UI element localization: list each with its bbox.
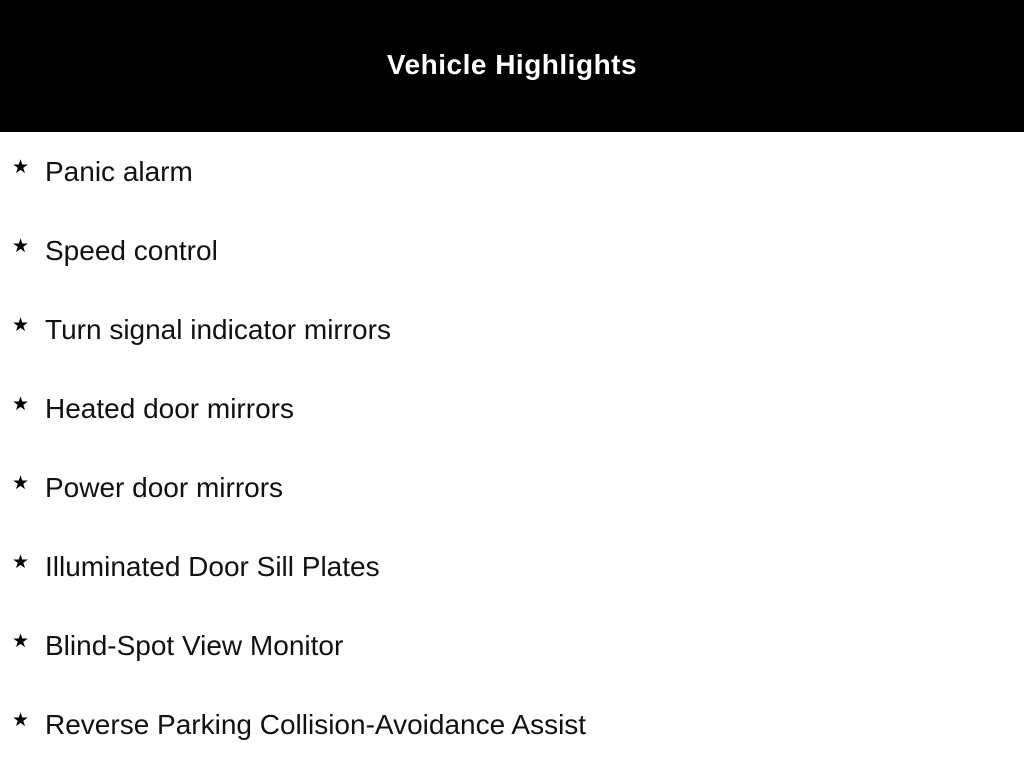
list-item (0, 132, 1024, 211)
header-bar (0, 0, 1024, 132)
highlight-label: Speed control (45, 235, 218, 266)
star-icon: ★ (12, 235, 30, 257)
list-item (0, 369, 1024, 448)
highlight-label: Panic alarm (45, 156, 193, 187)
star-icon: ★ (12, 630, 30, 652)
highlight-label: Illuminated Door Sill Plates (45, 551, 380, 582)
highlight-label: Blind-Spot View Monitor (45, 630, 344, 661)
star-icon: ★ (12, 472, 30, 494)
star-icon: ★ (12, 314, 30, 336)
list-item (0, 527, 1024, 606)
highlights-list (0, 132, 1024, 764)
list-item (0, 290, 1024, 369)
list-item (0, 606, 1024, 685)
star-icon: ★ (12, 393, 30, 415)
list-item (0, 211, 1024, 290)
star-icon: ★ (12, 709, 30, 731)
highlight-label: Reverse Parking Collision-Avoidance Assist (45, 709, 587, 740)
highlight-label: Heated door mirrors (45, 393, 294, 424)
highlight-label: Power door mirrors (45, 472, 284, 503)
highlight-label: Turn signal indicator mirrors (45, 314, 391, 345)
star-icon: ★ (12, 551, 30, 573)
page-title: Vehicle Highlights (386, 49, 638, 80)
star-icon: ★ (12, 156, 30, 178)
list-item (0, 685, 1024, 764)
list-item (0, 448, 1024, 527)
